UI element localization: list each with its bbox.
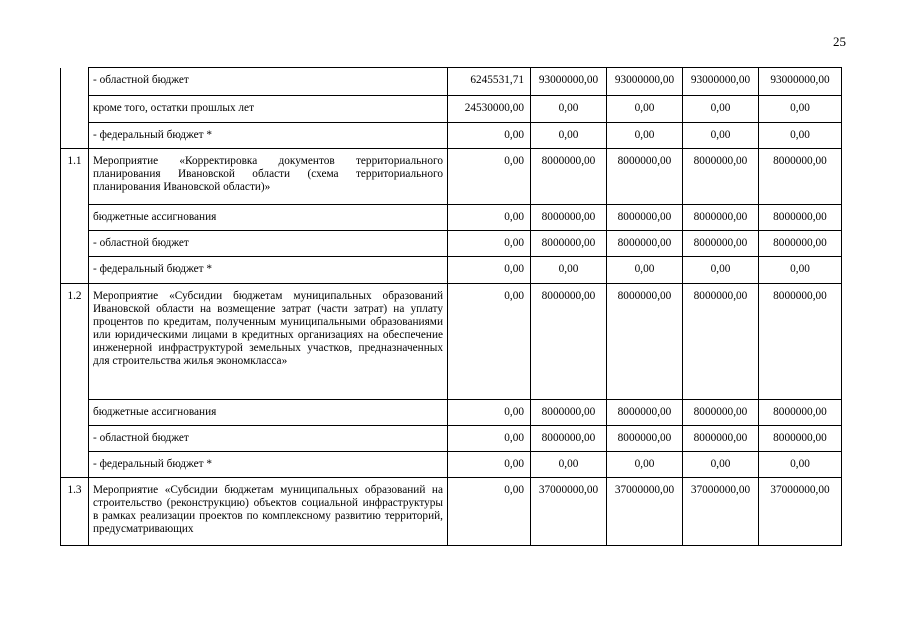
value-cell: 8000000,00: [531, 400, 607, 426]
budget-table: [60, 67, 842, 546]
row-label: - областной бюджет: [89, 426, 448, 452]
row-number-cell: [61, 400, 89, 426]
value-cell: 0,00: [607, 452, 683, 478]
value-cell: 0,00: [759, 452, 842, 478]
row-label: бюджетные ассигнования: [89, 400, 448, 426]
value-cell: 0,00: [448, 231, 531, 257]
row-label: Мероприятие «Субсидии бюджетам муниципальных образований Ивановской области на возмещение затрат (части затрат) на уплату процентов по кредитам, полученным муниципальными образованиями или юридическими лицами в кредитных организациях на обеспечение инженерной инфраструктурой земельных участков, предназначенных для строительства жилья экономкласса»: [89, 284, 448, 400]
value-cell: 8000000,00: [607, 284, 683, 400]
value-cell: 8000000,00: [607, 231, 683, 257]
value-cell: 8000000,00: [607, 205, 683, 231]
table-row: [61, 96, 842, 123]
row-label: - федеральный бюджет *: [89, 123, 448, 149]
row-number-cell: [61, 68, 89, 96]
value-cell: 93000000,00: [759, 68, 842, 96]
value-cell: 8000000,00: [759, 205, 842, 231]
value-cell: 37000000,00: [531, 478, 607, 546]
row-number-cell: 1.2: [61, 284, 89, 400]
value-cell: 0,00: [448, 284, 531, 400]
row-number-cell: [61, 231, 89, 257]
value-cell: 0,00: [531, 96, 607, 123]
row-number-cell: [61, 452, 89, 478]
table-row: [61, 426, 842, 452]
value-cell: 37000000,00: [759, 478, 842, 546]
row-label: кроме того, остатки прошлых лет: [89, 96, 448, 123]
value-cell: 0,00: [531, 257, 607, 284]
value-cell: 0,00: [683, 123, 759, 149]
row-label: бюджетные ассигнования: [89, 205, 448, 231]
value-cell: 8000000,00: [683, 205, 759, 231]
table-row: [61, 400, 842, 426]
value-cell: 24530000,00: [448, 96, 531, 123]
value-cell: 8000000,00: [683, 400, 759, 426]
value-cell: 0,00: [607, 257, 683, 284]
value-cell: 8000000,00: [607, 400, 683, 426]
table-row: [61, 123, 842, 149]
value-cell: 8000000,00: [531, 231, 607, 257]
table-row: [61, 149, 842, 205]
value-cell: 37000000,00: [683, 478, 759, 546]
value-cell: 0,00: [531, 123, 607, 149]
value-cell: 8000000,00: [683, 149, 759, 205]
row-label: Мероприятие «Корректировка документов территориального планирования Ивановской области (схема территориального планирования Ивановской области)»: [89, 149, 448, 205]
value-cell: 0,00: [531, 452, 607, 478]
value-cell: 8000000,00: [607, 149, 683, 205]
row-label: - федеральный бюджет *: [89, 452, 448, 478]
row-number-cell: 1.1: [61, 149, 89, 205]
table-row: [61, 452, 842, 478]
table-row: [61, 478, 842, 546]
row-label: Мероприятие «Субсидии бюджетам муниципальных образований на строительство (реконструкцию) объектов социальной инфраструктуры в рамках реализации проектов по комплексному развитию территорий, предусматривающих: [89, 478, 448, 546]
value-cell: 8000000,00: [531, 149, 607, 205]
value-cell: 0,00: [448, 426, 531, 452]
value-cell: 0,00: [607, 96, 683, 123]
table-row: [61, 205, 842, 231]
value-cell: 8000000,00: [531, 205, 607, 231]
row-number-cell: [61, 96, 89, 123]
row-number-cell: 1.3: [61, 478, 89, 546]
value-cell: 0,00: [759, 123, 842, 149]
value-cell: 93000000,00: [607, 68, 683, 96]
page-number: 25: [833, 34, 846, 49]
value-cell: 0,00: [607, 123, 683, 149]
value-cell: 0,00: [448, 149, 531, 205]
value-cell: 93000000,00: [683, 68, 759, 96]
value-cell: 8000000,00: [683, 284, 759, 400]
value-cell: 8000000,00: [607, 426, 683, 452]
row-label: - областной бюджет: [89, 231, 448, 257]
row-number-cell: [61, 426, 89, 452]
value-cell: 0,00: [448, 400, 531, 426]
value-cell: 37000000,00: [607, 478, 683, 546]
row-number-cell: [61, 257, 89, 284]
row-label: - областной бюджет: [89, 68, 448, 96]
value-cell: 0,00: [759, 96, 842, 123]
table-row: [61, 231, 842, 257]
table-row: [61, 284, 842, 400]
value-cell: 8000000,00: [759, 149, 842, 205]
value-cell: 8000000,00: [759, 284, 842, 400]
value-cell: 0,00: [448, 123, 531, 149]
value-cell: 8000000,00: [759, 426, 842, 452]
value-cell: 0,00: [759, 257, 842, 284]
value-cell: 0,00: [683, 452, 759, 478]
value-cell: 0,00: [448, 257, 531, 284]
value-cell: 8000000,00: [759, 400, 842, 426]
value-cell: 0,00: [683, 96, 759, 123]
value-cell: 8000000,00: [683, 231, 759, 257]
row-number-cell: [61, 123, 89, 149]
value-cell: 8000000,00: [683, 426, 759, 452]
value-cell: 0,00: [448, 205, 531, 231]
value-cell: 6245531,71: [448, 68, 531, 96]
value-cell: 93000000,00: [531, 68, 607, 96]
value-cell: 0,00: [683, 257, 759, 284]
row-label: - федеральный бюджет *: [89, 257, 448, 284]
row-number-cell: [61, 205, 89, 231]
value-cell: 0,00: [448, 478, 531, 546]
value-cell: 8000000,00: [531, 284, 607, 400]
value-cell: 8000000,00: [531, 426, 607, 452]
table-row: [61, 68, 842, 96]
value-cell: 8000000,00: [759, 231, 842, 257]
table-row: [61, 257, 842, 284]
value-cell: 0,00: [448, 452, 531, 478]
